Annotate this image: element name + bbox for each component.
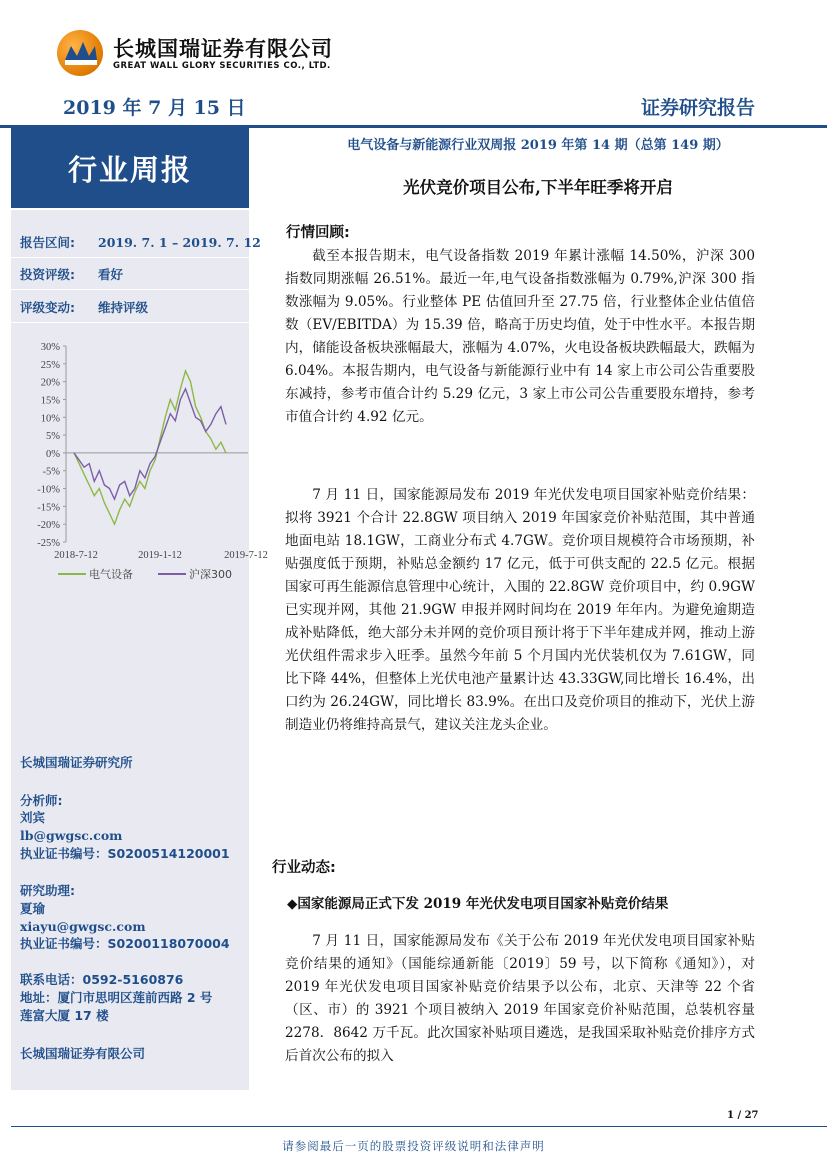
meta-value: 维持评级 (98, 300, 149, 315)
meta-value: 2019. 7. 1 – 2019. 7. 12 (98, 235, 261, 250)
company-logo (57, 30, 103, 76)
meta-label: 报告区间: (20, 235, 75, 250)
company-name-cn: 长城国瑞证券有限公司 (113, 37, 333, 61)
legend-label: 电气设备 (89, 568, 133, 581)
news-heading: 行业动态: (272, 860, 336, 876)
legal-footer: 请参阅最后一页的股票投资评级说明和法律声明 (282, 1139, 545, 1153)
company-footer-name: 长城国瑞证券有限公司 (20, 1046, 146, 1061)
meta-divider (11, 322, 249, 323)
y-tick-label: -25% (37, 538, 60, 549)
meta-divider (11, 289, 249, 290)
meta-period (20, 233, 261, 251)
page-number: 1 / 27 (727, 1110, 759, 1121)
series-line-0 (74, 371, 226, 524)
report-type: 证券研究报告 (640, 97, 755, 119)
y-tick-label: -15% (37, 502, 60, 514)
contact-address-2: 莲富大厦 17 楼 (20, 1008, 109, 1023)
meta-value: 看好 (98, 267, 124, 282)
report-date: 2019 年 7 月 15 日 (63, 97, 246, 119)
company-name-en: GREAT WALL GLORY SECURITIES CO., LTD. (113, 61, 331, 71)
footer-divider (11, 1126, 827, 1127)
contact-address: 地址：厦门市思明区莲前西路 2 号 (20, 990, 213, 1005)
assistant-email: xiayu@gwgsc.com (20, 919, 146, 934)
news-paragraph-1 (285, 930, 755, 1103)
y-tick-label: 15% (40, 395, 60, 407)
analyst-email: lb@gwgsc.com (20, 828, 123, 843)
y-tick-label: 10% (40, 413, 60, 425)
legend-label: 沪深300 (189, 568, 232, 581)
great-wall-logo-icon (57, 30, 103, 76)
index-chart (18, 335, 268, 595)
meta-label: 投资评级: (20, 267, 75, 282)
paragraph-text: 7 月 11 日，国家能源局发布《关于公布 2019 年光伏发电项目国家补贴竞价结果的通知》（国能综通新能〔2019〕59 号，以下简称《通知》），对 2019 年光伏发电项目国家补贴竞价结果予以公布，北京、天津等 22 个省（区、市）的 3921 个项目被纳入 2019 年国家竞价补贴范围，总装机容量 2278．8642 万千瓦。此次国家补贴项目遴选，是我国采取补贴竞价排序方式后首次公布的拟入 (285, 933, 755, 1064)
series-line-1 (74, 389, 226, 499)
y-tick-label: 20% (40, 377, 60, 389)
index-chart-svg (18, 335, 268, 595)
y-tick-label: -5% (42, 466, 60, 478)
assistant-label: 研究助理: (20, 883, 75, 898)
paragraph-text: 截至本报告期末，电气设备指数 2019 年累计涨幅 14.50%，沪深 300 指数同期涨幅 26.51%。最近一年,电气设备指数涨幅为 0.79%,沪深 300 指数涨幅为 9.05%。行业整体 PE 估值回升至 27.75 倍，行业整体企业估值倍数（EV/EBITDA）为 15.39 倍，略高于历史均值，处于中性水平。本报告期内，储能设备板块涨幅最大，涨幅为 4.07%，火电设备板块跌幅最大，跌幅为 6.04%。本报告期内，电气设备与新能源行业中有 14 家上市公司公告重要股东减持，参考市值合计约 5.29 亿元，3 家上市公司公告重要股东增持，参考市值合计约 4.92 亿元。 (285, 248, 755, 425)
y-tick-label: 25% (40, 359, 60, 371)
paragraph-text: 7 月 11 日，国家能源局发布 2019 年光伏发电项目国家补贴竞价结果：拟将 3921 个合计 22.8GW 项目纳入 2019 年国家竞价补贴范围，其中普通地面电站 18.1GW，工商业分布式 4.7GW。竞价项目规模符合市场预期，补贴强度低于预期，补贴总金额约 17 亿元，低于可供支配的 22.5 亿元。根据国家可再生能源信息管理中心统计，入围的 22.8GW 竞价项目中，约 0.9GW 已实现并网，其他 21.9GW 申报并网时间均在 2019 年年内。为避免逾期造成补贴降低，绝大部分未并网的竞价项目预计将于下半年建成并网，推动上游光伏组件需求步入旺季。虽然今年前 5 个月国内光伏装机仅为 7.61GW，同比下降 44%，但整体上光伏电池产量累计达 43.33GW,同比增长 16.4%，出口约为 26.24GW，同比增长 83.9%。在出口及竞价项目的推动下，光伏上游制造业仍将维持高景气，建议关注龙头企业。 (285, 487, 755, 733)
meta-divider (11, 257, 249, 258)
y-tick-label: -10% (37, 484, 60, 496)
contact-phone: 联系电话：0592-5160876 (20, 972, 184, 987)
assistant-cert: 执业证书编号：S0200118070004 (20, 936, 230, 951)
y-tick-label: 30% (40, 342, 60, 353)
x-tick-label: 2019-7-12 (224, 550, 268, 561)
meta-label: 评级变动: (20, 300, 75, 315)
meta-rating (20, 265, 123, 283)
x-tick-label: 2018-7-12 (54, 550, 98, 561)
analyst-name: 刘宾 (20, 810, 46, 825)
y-tick-label: 5% (46, 431, 60, 443)
news-subheading: ◆国家能源局正式下发 2019 年光伏发电项目国家补贴竞价结果 (287, 896, 669, 912)
review-paragraph-1 (285, 245, 755, 429)
y-tick-label: 0% (46, 448, 60, 460)
report-category-title: 行业周报 (67, 153, 192, 187)
review-heading: 行情回顾: (286, 225, 350, 241)
institute-name: 长城国瑞证券研究所 (20, 755, 133, 770)
meta-rating-change (20, 298, 148, 316)
x-tick-label: 2019-1-12 (138, 550, 182, 561)
assistant-name: 夏瑜 (20, 901, 46, 916)
y-tick-label: -20% (37, 520, 60, 532)
analyst-label: 分析师: (20, 793, 63, 808)
issue-line: 电气设备与新能源行业双周报 2019 年第 14 期（总第 149 期） (347, 138, 729, 153)
review-paragraph-2 (285, 484, 755, 737)
report-headline: 光伏竞价项目公布,下半年旺季将开启 (403, 178, 673, 197)
analyst-cert: 执业证书编号：S0200514120001 (20, 846, 230, 861)
